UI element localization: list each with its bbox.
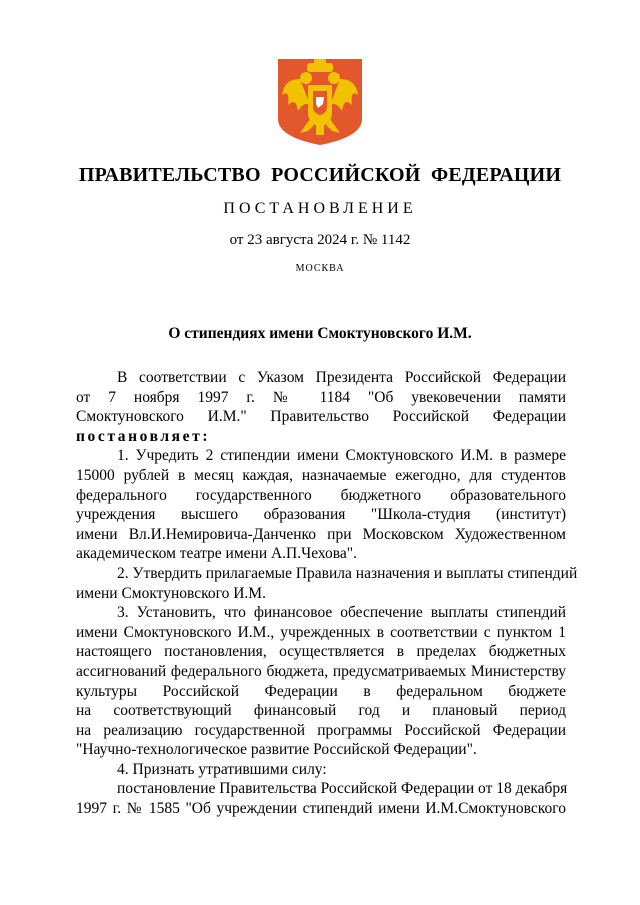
body-line: 1. Учредить 2 стипендии имени Смоктуновского И.М. в размере — [117, 447, 566, 465]
body-line: В соответствии с Указом Президента Российской Федерации — [117, 369, 566, 386]
body-line: имени Вл.И.Немировича-Данченко при Московском Художественном — [76, 525, 566, 543]
body-line: культуры Российской Федерации в федеральном бюджете — [76, 682, 566, 700]
body-line: имени Смоктуновского И.М., учрежденных в соответствии с пунктом 1 — [76, 623, 566, 641]
body-line: федерального государственного бюджетного образовательного — [76, 486, 566, 504]
document-date-number: от 23 августа 2024 г. № 1142 — [229, 232, 411, 248]
body-line: академическом театре имени А.П.Чехова". — [76, 545, 357, 563]
document-type: ПОСТАНОВЛЕНИЕ — [223, 200, 417, 217]
body-line: "Научно-технологическое развитие Российской Федерации". — [76, 741, 477, 759]
body-line: учреждения высшего образования "Школа-студия (институт) — [76, 506, 566, 524]
body-line: 3. Установить, что финансовое обеспечение выплаты стипендий — [117, 604, 566, 622]
body-line: имени Смоктуновского И.М. — [76, 584, 266, 602]
body-line-postanovlyaet: постановляет: — [76, 427, 211, 445]
body-line: 15000 рублей в месяц каждая, назначаемые ежегодно, для студентов — [76, 466, 566, 484]
body-line: 2. Утвердить прилагаемые Правила назначения и выплаты стипендий — [117, 564, 578, 582]
body-line: на соответствующий финансовый год и плановый период — [76, 702, 566, 720]
body-line: на реализацию государственной программы Российской Федерации — [76, 721, 566, 739]
body-line: ассигнований федерального бюджета, предусматриваемых Министерству — [76, 662, 566, 680]
body-line: 1997 г. № 1585 "Об учреждении стипендий имени И.М.Смоктуновского — [76, 800, 566, 818]
document-subject: О стипендиях имени Смоктуновского И.М. — [168, 325, 472, 342]
government-title: ПРАВИТЕЛЬСТВО РОССИЙСКОЙ ФЕДЕРАЦИИ — [78, 164, 562, 186]
body-line: от 7 ноября 1997 г. № 1184 "Об увековечении памяти — [76, 388, 566, 406]
coat-of-arms-emblem — [276, 57, 364, 147]
document-body — [76, 368, 578, 819]
document-city: МОСКВА — [295, 263, 345, 274]
body-line: Смоктуновского И.М." Правительство Российской Федерации — [76, 408, 566, 426]
body-line: 4. Признать утратившими силу: — [117, 760, 327, 778]
body-line: настоящего постановления, осуществляется в пределах бюджетных — [76, 643, 566, 661]
body-line: постановление Правительства Российской Федерации от 18 декабря — [117, 780, 568, 798]
